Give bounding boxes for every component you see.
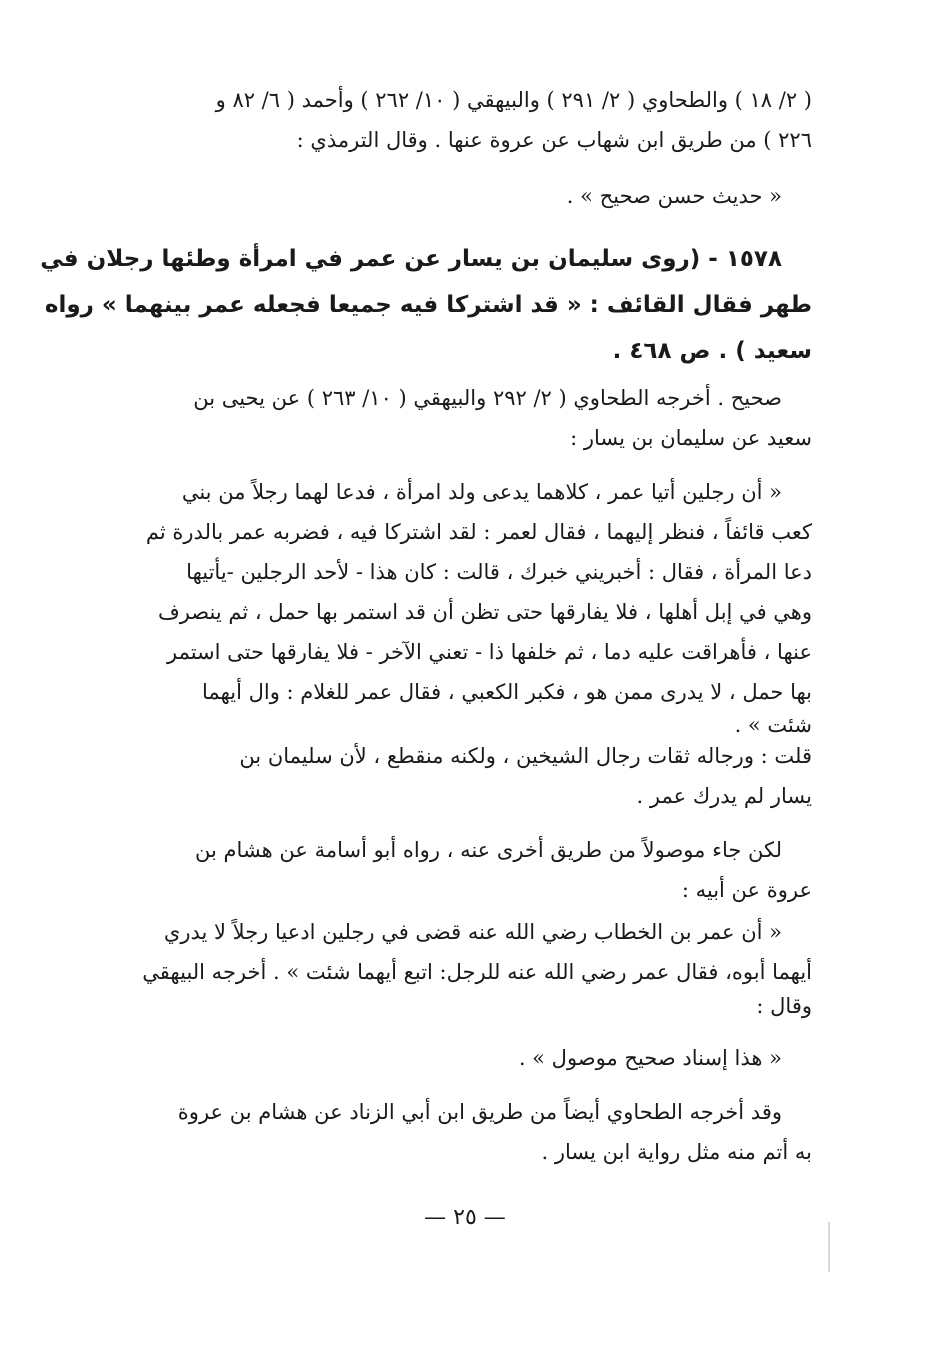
text-line: شئت » . bbox=[734, 713, 812, 737]
text-line: سعيد ) . ص ٤٦٨ . bbox=[612, 338, 812, 364]
quote-isnad bbox=[130, 1038, 812, 1078]
text-line: دعا المرأة ، فقال : أخبريني خبرك ، قالت : كان هذا - لأحد الرجلين -يأتيها bbox=[186, 560, 812, 584]
quote-tirmidhi bbox=[130, 176, 812, 216]
text-line: وقال : bbox=[756, 994, 812, 1018]
text-line: قلت : ورجاله ثقات رجال الشيخين ، ولكنه منقطع ، لأن سليمان بن bbox=[239, 744, 812, 768]
paragraph-references bbox=[130, 80, 812, 160]
paragraph-tahawi bbox=[130, 1092, 812, 1172]
text-line: أيهما أبوه، فقال عمر رضي الله عنه للرجل: اتبع أيهما شئت » . أخرجه البيهقي bbox=[142, 960, 812, 984]
page-number: — ٢٥ — bbox=[424, 1205, 506, 1230]
text-line: عنها ، فأهراقت عليه دما ، ثم خلفها ذا - تعني الآخر - فلا يفارقها حتى استمر bbox=[166, 640, 812, 664]
text-line: ٢٢٦ ) من طريق ابن شهاب عن عروة عنها . وقال الترمذي : bbox=[296, 128, 812, 152]
text-line: كعب قائفاً ، فنظر إليهما ، فقال لعمر : لقد اشتركا فيه ، فضربه عمر بالدرة ثم bbox=[145, 520, 812, 544]
text-line: يسار لم يدرك عمر . bbox=[636, 784, 812, 808]
text-line: « هذا إسناد صحيح موصول » . bbox=[518, 1046, 782, 1070]
text-line: « أن عمر بن الخطاب رضي الله عنه قضى في رجلين ادعيا رجلاً لا يدري bbox=[163, 920, 782, 944]
text-line: وهي في إبل أهلها ، فلا يفارقها حتى تظن أن قد استمر بها حمل ، ثم ينصرف bbox=[157, 600, 812, 624]
paragraph-grading bbox=[130, 378, 812, 458]
text-line: « أن رجلين أتيا عمر ، كلاهما يدعى ولد امرأة ، فدعا لهما رجلاً من بني bbox=[181, 480, 782, 504]
text-line: ( ٢/ ١٨ ) والطحاوي ( ٢/ ٢٩١ ) والبيهقي ( ١٠/ ٢٦٢ ) وأحمد ( ٦/ ٨٢ و bbox=[215, 88, 812, 112]
quote-umar-ruling bbox=[130, 912, 812, 1020]
text-line: عروة عن أبيه : bbox=[681, 878, 812, 902]
text-line: وقد أخرجه الطحاوي أيضاً من طريق ابن أبي الزناد عن هشام بن عروة bbox=[177, 1100, 782, 1124]
text-line: لكن جاء موصولاً من طريق أخرى عنه ، رواه أبو أسامة عن هشام بن bbox=[195, 838, 782, 862]
text-line: ١٥٧٨ - (روى سليمان بن يسار عن عمر في امرأة وطئها رجلان في bbox=[40, 246, 782, 272]
text-line: طهر فقال القائف : « قد اشتركا فيه جميعا فجعله عمر بينهما » رواه bbox=[44, 292, 812, 318]
text-line: صحيح . أخرجه الطحاوي ( ٢/ ٢٩٢ والبيهقي ( ١٠/ ٢٦٣ ) عن يحيى بن bbox=[193, 386, 782, 410]
paragraph-connected-chain bbox=[130, 830, 812, 910]
text-line: « حديث حسن صحيح » . bbox=[566, 184, 782, 208]
text-line: سعيد عن سليمان بن يسار : bbox=[570, 426, 812, 450]
text-line: بها حمل ، لا يدرى ممن هو ، فكبر الكعبي ، فقال عمر للغلام : وال أيهما bbox=[202, 680, 812, 704]
paragraph-comment bbox=[130, 736, 812, 816]
hadith-heading-1578 bbox=[40, 236, 812, 374]
scan-artifact-line bbox=[828, 1222, 830, 1272]
quote-hadith-text bbox=[130, 472, 812, 738]
text-line: به أتم منه مثل رواية ابن يسار . bbox=[541, 1140, 812, 1164]
